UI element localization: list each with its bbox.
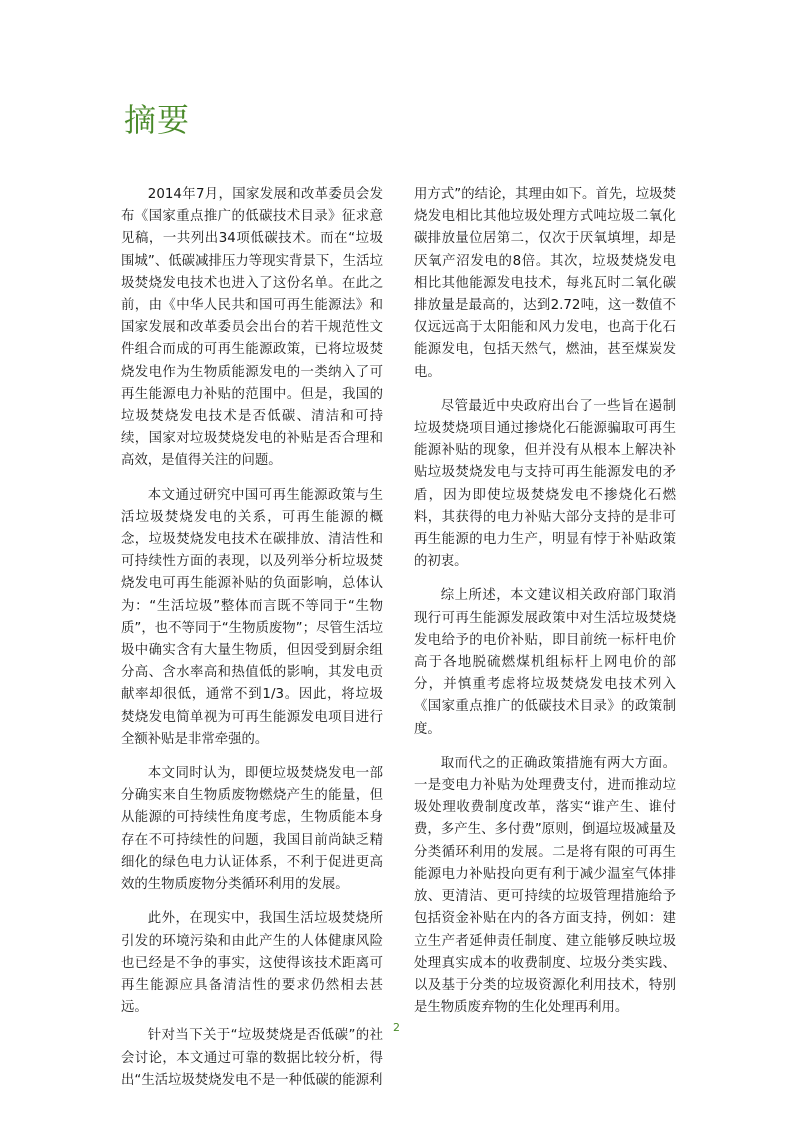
left-column: [121, 184, 383, 1092]
paragraph: 综上所述，本文建议相关政府部门取消现行可再生能源发展政策中对生活垃圾焚烧发电给予的电价补贴，即目前统一标杆电价高于各地脱硫燃煤机组标杆上网电价的部分，并慎重考虑将垃圾焚烧发电技术列入《国家重点推广的低碳技术目录》的政策制度。: [414, 588, 676, 737]
paragraph: 尽管最近中央政府出台了一些旨在遏制垃圾焚烧项目通过掺烧化石能源骗取可再生能源补贴的现象，但并没有从根本上解决补贴垃圾焚烧发电与支持可再生能源发电的矛盾，因为即使垃圾焚烧发电不掺烧化石燃料，其获得的电力补贴大部分支持的是非可再生能源的电力生产，明显有悖于补贴政策的初衷。: [414, 398, 676, 570]
paragraph: 用方式”的结论，其理由如下。首先，垃圾焚烧发电相比其他垃圾处理方式吨垃圾二氧化碳排放量位居第二，仅次于厌氧填埋，却是厌氧产沼发电的8倍。其次，垃圾焚烧发电相比其他能源发电技术，每兆瓦时二氧化碳排放量是最高的，达到2.72吨，这一数值不仅远远高于太阳能和风力发电，也高于化石能源发电，包括天然气，燃油，甚至煤炭发电。: [414, 187, 676, 380]
paragraph: 此外，在现实中，我国生活垃圾焚烧所引发的环境污染和由此产生的人体健康风险也已经是不争的事实，这使得该技术距离可再生能源应具备清洁性的要求仍然相去甚远。: [121, 911, 383, 1016]
paragraph: 取而代之的正确政策措施有两大方面。一是变电力补贴为处理费支付，进而推动垃圾处理收费制度改革，落实“谁产生、谁付费，多产生、多付费”原则，倒逼垃圾减量及分类循环利用的发展。二是将有限的可再生能源电力补贴投向更有利于减少温室气体排放、更清洁、更可持续的垃圾管理措施给予包括资金补贴在内的各方面支持，例如：建立生产者延伸责任制度、建立能够反映垃圾处理真实成本的收费制度、垃圾分类实践、以及基于分类的垃圾资源化利用技术，特别是生物质废弃物的生化处理再利用。: [414, 755, 676, 1016]
right-column: [414, 184, 676, 1031]
page-number: 2: [393, 1021, 400, 1034]
paragraph: 针对当下关于“垃圾焚烧是否低碳”的社会讨论，本文通过可靠的数据比较分析，得出“生活垃圾焚烧发电不是一种低碳的能源利: [121, 1028, 383, 1088]
paragraph: 2014年7月，国家发展和改革委员会发布《国家重点推广的低碳技术目录》征求意见稿，一共列出34项低碳技术。而在“垃圾围城”、低碳减排压力等现实背景下，生活垃圾焚烧发电技术也进入了这份名单。在此之前，由《中华人民共和国可再生能源法》和国家发展和改革委员会出台的若干规范性文件组合而成的可再生能源政策，已将垃圾焚烧发电作为生物质能源发电的一类纳入了可再生能源电力补贴的范围中。但是，我国的垃圾焚烧发电技术是否低碳、清洁和可持续，国家对垃圾焚烧发电的补贴是否合理和高效，是值得关注的问题。: [121, 187, 383, 469]
page-title: 摘要: [124, 101, 191, 139]
paragraph: 本文同时认为，即便垃圾焚烧发电一部分确实来自生物质废物燃烧产生的能量，但从能源的可持续性角度考虑，生物质能本身存在不可持续性的问题，我国目前尚缺乏精细化的绿色电力认证体系，不利于促进更高效的生物质废物分类循环利用的发展。: [121, 766, 383, 893]
paragraph: 本文通过研究中国可再生能源政策与生活垃圾焚烧发电的关系，可再生能源的概念，垃圾焚烧发电技术在碳排放、清洁性和可持续性方面的表现，以及列举分析垃圾焚烧发电可再生能源补贴的负面影响，总体认为：“生活垃圾”整体而言既不等同于“生物质”，也不等同于“生物质废物”；尽管生活垃圾中确实含有大量生物质，但因受到厨余组分高、含水率高和热值低的影响，其发电贡献率却很低，通常不到1/3。因此，将垃圾焚烧发电简单视为可再生能源发电项目进行全额补贴是非常牵强的。: [121, 487, 383, 747]
